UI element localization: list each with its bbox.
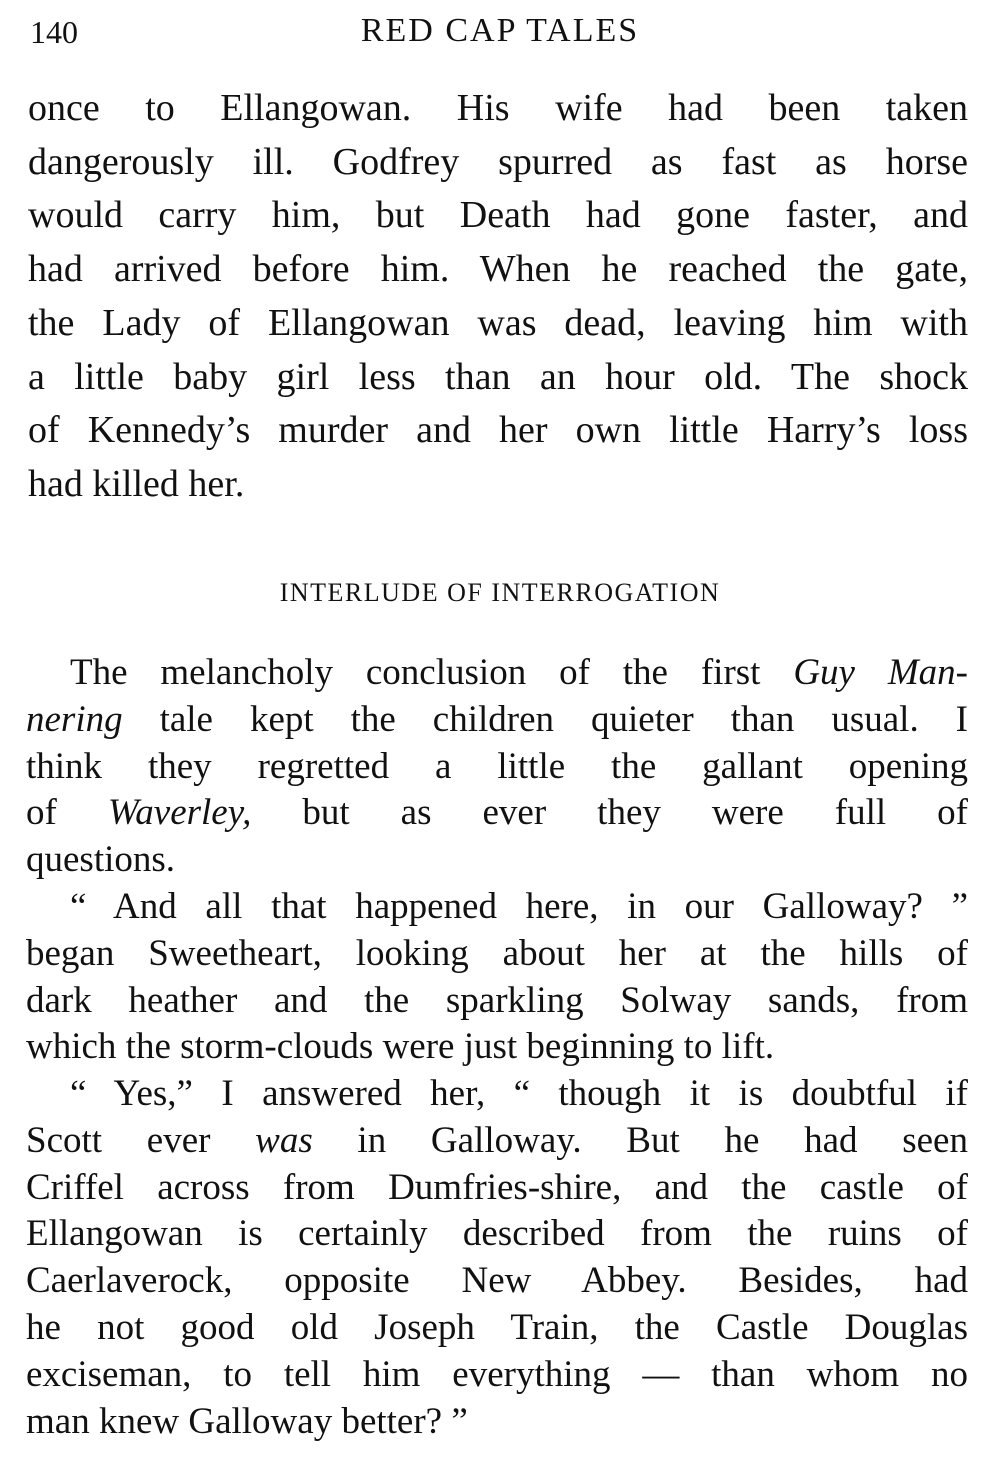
- text-line: once to Ellangowan. His wife had been taken: [28, 87, 968, 129]
- text-line: Criffel across from Dumfries-shire, and the castle of: [26, 1166, 968, 1208]
- paragraph-scott: [26, 1071, 968, 1445]
- running-title: RED CAP TALES: [360, 12, 640, 49]
- text-line: of Kennedy’s murder and her own little Harry’s loss: [28, 409, 968, 452]
- text-line: “ Yes,” I answered her, “ though it is doubtful if: [70, 1073, 968, 1114]
- italic-title: Guy Man-: [793, 652, 968, 693]
- text-line: had killed her.: [28, 462, 245, 505]
- running-header: [0, 8, 1000, 58]
- text-span: Scott ever: [26, 1119, 256, 1161]
- paragraph-melancholy: [26, 650, 968, 884]
- text-line: Caerlaverock, opposite New Abbey. Besides, had: [26, 1260, 968, 1302]
- text-line: [26, 1118, 968, 1165]
- section-heading: INTERLUDE OF INTERROGATION: [279, 578, 721, 607]
- text-span: but as ever they were full of: [251, 792, 968, 834]
- paragraph-ellangowan: [28, 82, 968, 512]
- text-line: “ And all that happened here, in our Galloway? ”: [70, 886, 968, 927]
- page-number: 140: [30, 14, 78, 50]
- text-line: think they regretted a little the gallant opening: [26, 745, 968, 787]
- text-line: dark heather and the sparkling Solway sands, from: [26, 979, 968, 1021]
- text-span: tale kept the children quieter than usual. I: [122, 698, 968, 740]
- text-line: man knew Galloway better? ”: [26, 1400, 468, 1442]
- text-span: in Galloway. But he had seen: [312, 1119, 968, 1161]
- text-line: the Lady of Ellangowan was dead, leaving him with: [28, 301, 968, 344]
- text-span: of: [26, 792, 108, 834]
- text-line: Ellangowan is certainly described from the ruins of: [26, 1213, 968, 1255]
- text-line: which the storm-clouds were just beginning to lift.: [26, 1026, 775, 1068]
- italic-title: Waverley,: [107, 792, 252, 834]
- text-line: [26, 697, 968, 744]
- text-line: he not good old Joseph Train, the Castle Douglas: [26, 1306, 968, 1348]
- italic-title: nering: [26, 698, 123, 740]
- text-line: a little baby girl less than an hour old. The shock: [28, 355, 968, 398]
- paragraph-sweetheart: [26, 884, 968, 1071]
- text-line: would carry him, but Death had gone faster, and: [28, 194, 968, 237]
- text-line: exciseman, to tell him everything — than whom no: [26, 1353, 968, 1395]
- text-line: had arrived before him. When he reached the gate,: [28, 248, 968, 291]
- text-line: [26, 650, 968, 697]
- text-line: began Sweetheart, looking about her at the hills of: [26, 932, 968, 974]
- text-line: dangerously ill. Godfrey spurred as fast as horse: [28, 140, 968, 183]
- italic-word: was: [255, 1119, 313, 1161]
- text-span: The melancholy conclusion of the first: [70, 652, 794, 693]
- text-line: [26, 790, 968, 837]
- text-line: questions.: [26, 839, 176, 881]
